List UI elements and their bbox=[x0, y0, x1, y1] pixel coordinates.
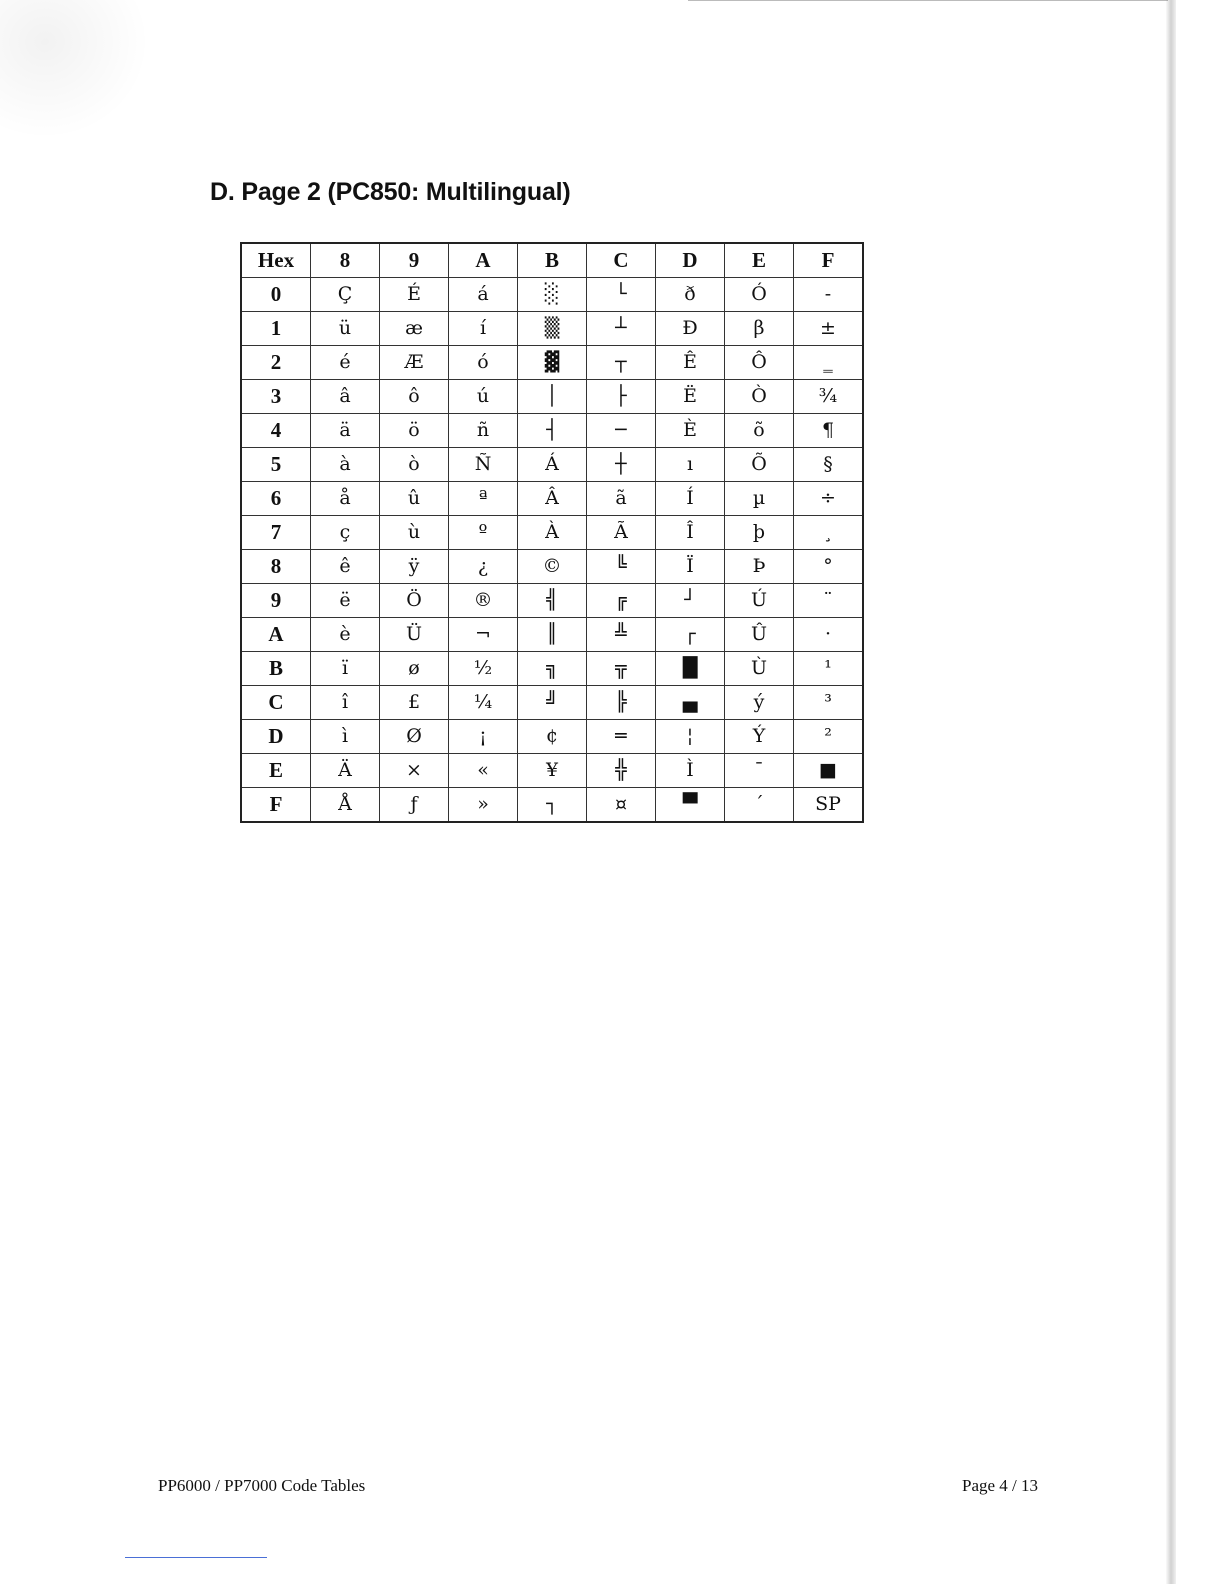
char-cell: ╦ bbox=[587, 652, 656, 686]
char-cell: æ bbox=[380, 312, 449, 346]
table-row bbox=[241, 482, 863, 516]
char-cell: ║ bbox=[518, 618, 587, 652]
char-cell: └ bbox=[587, 278, 656, 312]
char-cell: µ bbox=[725, 482, 794, 516]
char-cell: Á bbox=[518, 448, 587, 482]
char-cell: ┤ bbox=[518, 414, 587, 448]
char-cell: º bbox=[449, 516, 518, 550]
char-cell: Õ bbox=[725, 448, 794, 482]
page-edge-shadow bbox=[1166, 0, 1176, 1584]
char-cell: ½ bbox=[449, 652, 518, 686]
section-title: D. Page 2 (PC850: Multilingual) bbox=[210, 178, 571, 206]
char-cell: ¥ bbox=[518, 754, 587, 788]
char-cell: ▀ bbox=[656, 788, 725, 823]
char-cell: × bbox=[380, 754, 449, 788]
char-cell: ¯ bbox=[725, 754, 794, 788]
char-cell: ¶ bbox=[794, 414, 864, 448]
char-cell: ÿ bbox=[380, 550, 449, 584]
char-cell: ¢ bbox=[518, 720, 587, 754]
char-cell: ┐ bbox=[518, 788, 587, 823]
char-cell: ¬ bbox=[449, 618, 518, 652]
char-cell: Ö bbox=[380, 584, 449, 618]
char-cell: á bbox=[449, 278, 518, 312]
char-cell: ú bbox=[449, 380, 518, 414]
table-row bbox=[241, 346, 863, 380]
column-header: C bbox=[587, 243, 656, 278]
char-cell: è bbox=[311, 618, 380, 652]
char-cell: ã bbox=[587, 482, 656, 516]
char-cell: £ bbox=[380, 686, 449, 720]
table-row bbox=[241, 550, 863, 584]
row-header: 9 bbox=[241, 584, 311, 618]
row-header: C bbox=[241, 686, 311, 720]
char-cell: Ë bbox=[656, 380, 725, 414]
row-header: A bbox=[241, 618, 311, 652]
char-cell: Ø bbox=[380, 720, 449, 754]
char-cell: ı bbox=[656, 448, 725, 482]
row-header: 1 bbox=[241, 312, 311, 346]
char-cell: ¤ bbox=[587, 788, 656, 823]
char-cell: ╔ bbox=[587, 584, 656, 618]
char-cell: Ô bbox=[725, 346, 794, 380]
char-cell: ñ bbox=[449, 414, 518, 448]
corner-header: Hex bbox=[241, 243, 311, 278]
char-cell: ╠ bbox=[587, 686, 656, 720]
table-row bbox=[241, 720, 863, 754]
table-row bbox=[241, 312, 863, 346]
char-cell: õ bbox=[725, 414, 794, 448]
char-cell: ï bbox=[311, 652, 380, 686]
char-cell: § bbox=[794, 448, 864, 482]
char-cell: ô bbox=[380, 380, 449, 414]
char-cell: ┬ bbox=[587, 346, 656, 380]
char-cell: Ê bbox=[656, 346, 725, 380]
char-cell: · bbox=[794, 618, 864, 652]
char-cell: ╬ bbox=[587, 754, 656, 788]
char-cell: Å bbox=[311, 788, 380, 823]
char-cell: Ó bbox=[725, 278, 794, 312]
table-row bbox=[241, 448, 863, 482]
char-cell: ¹ bbox=[794, 652, 864, 686]
row-header: 8 bbox=[241, 550, 311, 584]
row-header: 5 bbox=[241, 448, 311, 482]
char-cell: ╝ bbox=[518, 686, 587, 720]
table-row bbox=[241, 278, 863, 312]
char-cell: Î bbox=[656, 516, 725, 550]
char-cell: ╚ bbox=[587, 550, 656, 584]
char-cell: Ú bbox=[725, 584, 794, 618]
footer-page-number: Page 4 / 13 bbox=[962, 1476, 1039, 1495]
char-cell: ╗ bbox=[518, 652, 587, 686]
char-cell: ª bbox=[449, 482, 518, 516]
table-body bbox=[241, 278, 863, 823]
table-row bbox=[241, 788, 863, 823]
char-cell: ¿ bbox=[449, 550, 518, 584]
table-row bbox=[241, 584, 863, 618]
char-cell: ▄ bbox=[656, 686, 725, 720]
char-cell: ä bbox=[311, 414, 380, 448]
char-cell: à bbox=[311, 448, 380, 482]
char-cell: Ã bbox=[587, 516, 656, 550]
char-cell: ├ bbox=[587, 380, 656, 414]
char-cell: ┴ bbox=[587, 312, 656, 346]
char-cell: ¨ bbox=[794, 584, 864, 618]
char-cell: ê bbox=[311, 550, 380, 584]
char-cell: å bbox=[311, 482, 380, 516]
char-cell: ° bbox=[794, 550, 864, 584]
row-header: 7 bbox=[241, 516, 311, 550]
char-cell: þ bbox=[725, 516, 794, 550]
char-cell: ù bbox=[380, 516, 449, 550]
char-cell: ü bbox=[311, 312, 380, 346]
char-cell: Ì bbox=[656, 754, 725, 788]
table-row bbox=[241, 652, 863, 686]
char-cell: â bbox=[311, 380, 380, 414]
char-cell: ═ bbox=[587, 720, 656, 754]
char-cell: ¾ bbox=[794, 380, 864, 414]
char-cell: ð bbox=[656, 278, 725, 312]
char-cell: │ bbox=[518, 380, 587, 414]
char-cell: ƒ bbox=[380, 788, 449, 823]
char-cell: ¸ bbox=[794, 516, 864, 550]
char-cell: Ü bbox=[380, 618, 449, 652]
char-cell: ‗ bbox=[794, 346, 864, 380]
table-row bbox=[241, 414, 863, 448]
char-cell: È bbox=[656, 414, 725, 448]
row-header: 6 bbox=[241, 482, 311, 516]
char-cell: û bbox=[380, 482, 449, 516]
row-header: 4 bbox=[241, 414, 311, 448]
char-cell: ç bbox=[311, 516, 380, 550]
bottom-underline bbox=[125, 1557, 267, 1558]
char-cell: ì bbox=[311, 720, 380, 754]
table-row bbox=[241, 686, 863, 720]
char-cell: « bbox=[449, 754, 518, 788]
char-cell: ø bbox=[380, 652, 449, 686]
column-header: A bbox=[449, 243, 518, 278]
char-cell: ò bbox=[380, 448, 449, 482]
table-row bbox=[241, 618, 863, 652]
header-row bbox=[241, 243, 863, 278]
char-cell: ┌ bbox=[656, 618, 725, 652]
char-cell: Ï bbox=[656, 550, 725, 584]
char-cell: SP bbox=[794, 788, 864, 823]
char-cell: ¦ bbox=[656, 720, 725, 754]
char-cell: Ý bbox=[725, 720, 794, 754]
char-cell: Â bbox=[518, 482, 587, 516]
char-cell: ▓ bbox=[518, 346, 587, 380]
char-cell: Û bbox=[725, 618, 794, 652]
char-cell: ´ bbox=[725, 788, 794, 823]
scan-shadow bbox=[0, 0, 150, 140]
row-header: 0 bbox=[241, 278, 311, 312]
char-cell: Ç bbox=[311, 278, 380, 312]
char-cell: ³ bbox=[794, 686, 864, 720]
table-row bbox=[241, 380, 863, 414]
top-edge-rule bbox=[688, 0, 1168, 1]
char-cell: © bbox=[518, 550, 587, 584]
table-row bbox=[241, 516, 863, 550]
char-cell: ± bbox=[794, 312, 864, 346]
char-cell: é bbox=[311, 346, 380, 380]
column-header: 8 bbox=[311, 243, 380, 278]
char-cell: Í bbox=[656, 482, 725, 516]
char-cell: Æ bbox=[380, 346, 449, 380]
row-header: F bbox=[241, 788, 311, 823]
char-cell: É bbox=[380, 278, 449, 312]
table-row bbox=[241, 754, 863, 788]
footer-document-title: PP6000 / PP7000 Code Tables bbox=[158, 1476, 366, 1495]
char-cell: ó bbox=[449, 346, 518, 380]
column-header: D bbox=[656, 243, 725, 278]
row-header: B bbox=[241, 652, 311, 686]
row-header: E bbox=[241, 754, 311, 788]
char-cell: ░ bbox=[518, 278, 587, 312]
char-cell: ■ bbox=[794, 754, 864, 788]
row-header: D bbox=[241, 720, 311, 754]
char-cell: ¼ bbox=[449, 686, 518, 720]
char-cell: ÷ bbox=[794, 482, 864, 516]
char-cell: í bbox=[449, 312, 518, 346]
char-cell: ▒ bbox=[518, 312, 587, 346]
char-cell: Þ bbox=[725, 550, 794, 584]
char-cell: █ bbox=[656, 652, 725, 686]
char-cell: » bbox=[449, 788, 518, 823]
char-cell: ┼ bbox=[587, 448, 656, 482]
row-header: 2 bbox=[241, 346, 311, 380]
char-cell: ý bbox=[725, 686, 794, 720]
char-cell: - bbox=[794, 278, 864, 312]
char-cell: Ù bbox=[725, 652, 794, 686]
code-table bbox=[240, 242, 864, 823]
char-cell: ö bbox=[380, 414, 449, 448]
char-cell: β bbox=[725, 312, 794, 346]
char-cell: ë bbox=[311, 584, 380, 618]
char-cell: Ä bbox=[311, 754, 380, 788]
char-cell: ┘ bbox=[656, 584, 725, 618]
char-cell: À bbox=[518, 516, 587, 550]
char-cell: ╣ bbox=[518, 584, 587, 618]
column-header: 9 bbox=[380, 243, 449, 278]
char-cell: ╩ bbox=[587, 618, 656, 652]
column-header: F bbox=[794, 243, 864, 278]
column-header: B bbox=[518, 243, 587, 278]
char-cell: î bbox=[311, 686, 380, 720]
char-cell: ® bbox=[449, 584, 518, 618]
char-cell: Đ bbox=[656, 312, 725, 346]
char-cell: Ò bbox=[725, 380, 794, 414]
row-header: 3 bbox=[241, 380, 311, 414]
char-cell: ² bbox=[794, 720, 864, 754]
char-cell: ─ bbox=[587, 414, 656, 448]
char-cell: ¡ bbox=[449, 720, 518, 754]
column-header: E bbox=[725, 243, 794, 278]
char-cell: Ñ bbox=[449, 448, 518, 482]
